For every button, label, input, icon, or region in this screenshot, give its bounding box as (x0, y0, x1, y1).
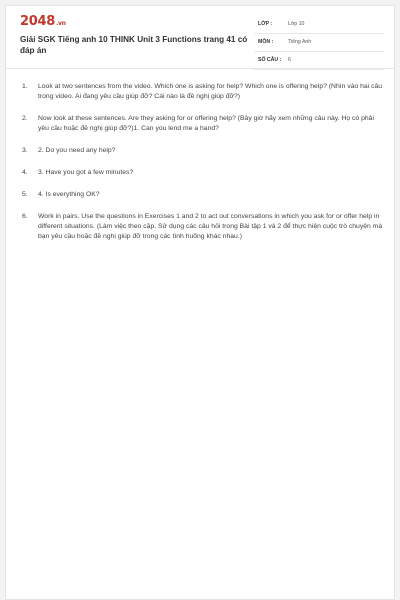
logo-text: 2048 (20, 14, 55, 29)
question-item (20, 212, 386, 242)
question-number: 1. (22, 83, 28, 90)
question-number: 5. (22, 191, 28, 198)
question-number: 4. (22, 169, 28, 176)
question-number: 3. (22, 147, 28, 154)
question-text: 2. Do you need any help? (38, 147, 116, 154)
meta-value: 6 (288, 57, 291, 63)
question-text: 4. Is everything OK? (38, 191, 100, 198)
question-number: 2. (22, 115, 28, 122)
document-header (6, 6, 394, 69)
question-text: Work in pairs. Use the questions in Exercises 1 and 2 to act out conversations in which you ask for or offer help in different situations. (Làm việc theo cặp. Sử dụng các câu hỏi trong Bài tập 1 và 2 để thực hiện cuộc trò chuyện mà bạn yêu cầu hoặc đề nghị giúp đỡ trong các tình huống khác nhau.) (38, 213, 383, 240)
meta-label: MÔN : (258, 39, 274, 45)
meta-row-subject (254, 36, 384, 52)
meta-row-count (254, 54, 384, 70)
meta-row-class (254, 18, 384, 34)
question-item (20, 168, 386, 178)
meta-value: Tiếng Anh (288, 39, 312, 45)
page-title: Giải SGK Tiếng anh 10 THINK Unit 3 Functions trang 41 có đáp án (20, 35, 248, 55)
site-logo[interactable] (20, 14, 66, 29)
question-item (20, 82, 386, 102)
question-text: Now look at these sentences. Are they asking for or offering help? (Bây giờ hãy xem những câu này. Họ có phải yêu cầu hoặc đề nghị giúp đỡ?)1. Can you lend me a hand? (38, 115, 374, 132)
meta-info (254, 18, 384, 72)
question-item (20, 114, 386, 134)
meta-value: Lớp 10 (288, 21, 305, 27)
document-page (5, 5, 395, 600)
question-list (20, 82, 386, 254)
question-text: 3. Have you got a few minutes? (38, 169, 134, 176)
meta-label: LỚP : (258, 21, 273, 27)
question-item (20, 190, 386, 200)
meta-label: SỐ CÂU : (258, 57, 282, 63)
question-number: 6. (22, 213, 28, 220)
question-item (20, 146, 386, 156)
question-text: Look at two sentences from the video. Which one is asking for help? Which one is offering help? (Nhìn vào hai câu trong video. Ai đang yêu cầu giúp đỡ? Cái nào là đề nghị giúp đỡ?) (38, 83, 383, 100)
logo-domain: .vn (55, 20, 66, 27)
